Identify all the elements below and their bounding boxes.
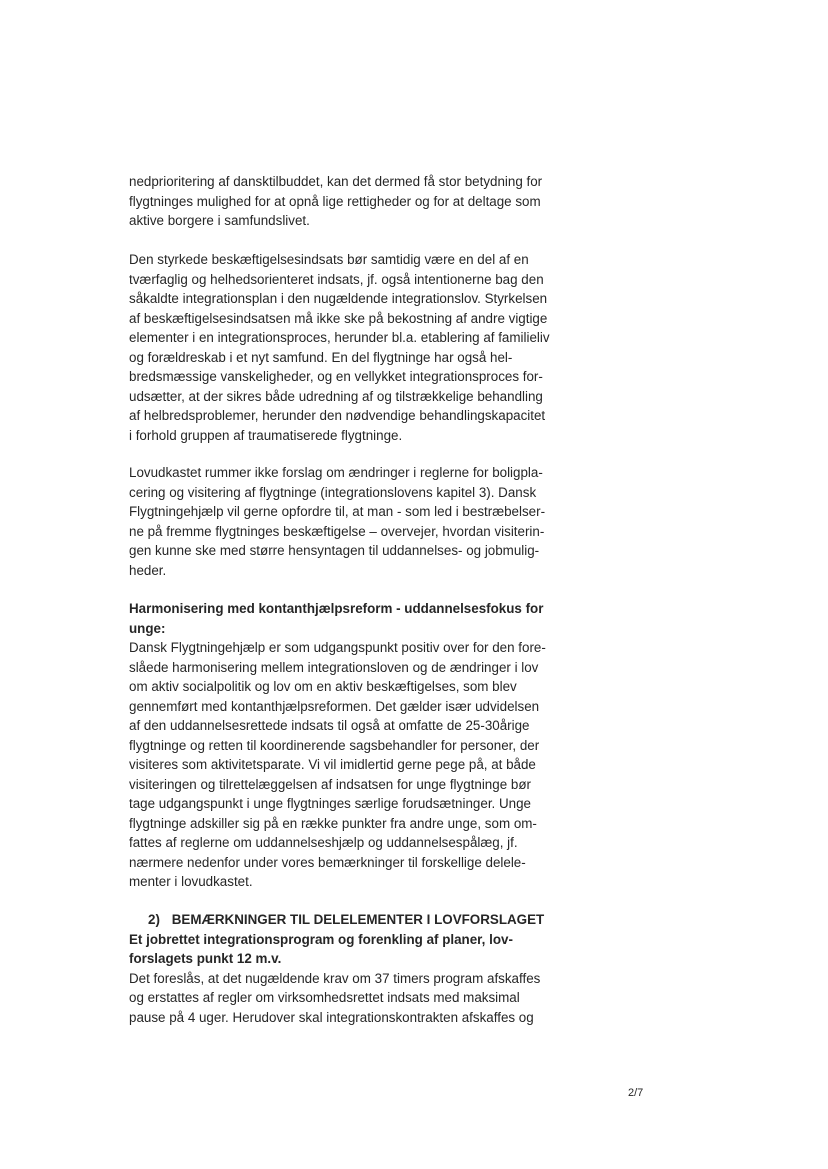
section-bemaerkninger bbox=[129, 910, 599, 1027]
text-line: cering og visitering af flygtninge (integrationslovens kapitel 3). Dansk bbox=[129, 484, 537, 500]
text-line: gennemført med kontanthjælpsreformen. Det gælder især udvidelsen bbox=[129, 698, 540, 714]
text-line: Det foreslås, at det nugældende krav om 37 timers program afskaffes bbox=[129, 970, 541, 986]
paragraph bbox=[129, 250, 599, 445]
text-line: nærmere nedenfor under vores bemærkninger til forskellige delele- bbox=[129, 854, 526, 870]
text-line: aktive borgere i samfundslivet. bbox=[129, 213, 310, 228]
text-line: og erstattes af regler om virksomhedsrettet indsats med maksimal bbox=[129, 990, 520, 1005]
section-heading: unge: bbox=[129, 620, 166, 636]
text-line: gen kunne ske med større hensyntagen til uddannelses- og jobmulig- bbox=[129, 543, 540, 558]
text-line: flygtninges mulighed for at opnå lige rettigheder og for at deltage som bbox=[129, 193, 541, 209]
text-line: Den styrkede beskæftigelsesindsats bør samtidig være en del af en bbox=[129, 252, 529, 267]
text-line: visiteres som aktivitetsparate. Vi vil imidlertid gerne pege på, at både bbox=[129, 757, 536, 772]
page-number: 2/7 bbox=[628, 1087, 644, 1099]
text-line: af beskæftigelsesindsatsen må ikke ske på bekostning af andre vigtige bbox=[129, 310, 548, 326]
paragraph bbox=[129, 463, 599, 580]
text-line: fattes af reglerne om uddannelseshjælp og uddannelsespålæg, jf. bbox=[129, 835, 518, 850]
text-line: af den uddannelsesrettede indsats til også at omfatte de 25-30årige bbox=[129, 718, 530, 733]
text-line: af helbredsproblemer, herunder den nødvendige behandlingskapacitet bbox=[129, 408, 546, 423]
text-line: heder. bbox=[129, 562, 167, 578]
section-title-text: BEMÆRKNINGER TIL DELELEMENTER I LOVFORSLAGET bbox=[171, 912, 545, 927]
text-line: såkaldte integrationsplan i den nugældende integrationslov. Styrkelsen bbox=[129, 291, 548, 306]
text-line: ne på fremme flygtninges beskæftigelse – overvejer, hvordan visiterin- bbox=[129, 523, 545, 539]
section-heading: Harmonisering med kontanthjælpsreform - uddannelsesfokus for bbox=[129, 601, 544, 616]
text-line: nedprioritering af dansktilbuddet, kan det dermed få stor betydning for bbox=[129, 174, 543, 189]
text-line: visiteringen og tilrettelæggelsen af indsatsen for unge flygtninge bør bbox=[129, 776, 531, 792]
subheading: forslagets punkt 12 m.v. bbox=[129, 951, 282, 966]
section-number: 2) bbox=[148, 912, 160, 927]
text-line: flygtninge og retten til koordinerende sagsbehandler for personer, der bbox=[129, 737, 540, 753]
text-line: slåede harmonisering mellem integrationsloven og de ændringer i lov bbox=[129, 659, 539, 675]
subheading: Et jobrettet integrationsprogram og forenkling af planer, lov- bbox=[129, 931, 513, 947]
text-line: tage udgangspunkt i unge flygtninges særlige forudsætninger. Unge bbox=[129, 796, 531, 811]
section-title bbox=[129, 910, 599, 930]
text-line: tværfaglig og helhedsorienteret indsats, jf. også intentionerne bag den bbox=[129, 271, 544, 287]
text-line: menter i lovudkastet. bbox=[129, 874, 253, 889]
section-harmonisering bbox=[129, 599, 599, 892]
text-line: udsætter, at der sikres både udredning af og tilstrækkelige behandling bbox=[129, 388, 543, 404]
text-line: bredsmæssige vanskeligheder, og en vellykket integrationsproces for- bbox=[129, 369, 543, 384]
text-line: Flygtningehjælp vil gerne opfordre til, at man - som led i bestræbelser- bbox=[129, 504, 546, 519]
text-line: pause på 4 uger. Herudover skal integrationskontrakten afskaffes og bbox=[129, 1009, 534, 1025]
text-line: Lovudkastet rummer ikke forslag om ændringer i reglerne for boligpla- bbox=[129, 465, 543, 480]
text-line: og forældreskab i et nyt samfund. En del flygtninge har også hel- bbox=[129, 349, 513, 365]
text-line: flygtninge adskiller sig på en række punkter fra andre unge, som om- bbox=[129, 815, 537, 831]
text-line: i forhold gruppen af traumatiserede flygtninge. bbox=[129, 427, 403, 443]
text-line: elementer i en integrationsproces, herunder bl.a. etablering af familieliv bbox=[129, 330, 550, 345]
text-line: om aktiv socialpolitik og lov om en aktiv beskæftigelses, som blev bbox=[129, 679, 517, 694]
paragraph bbox=[129, 172, 599, 231]
text-line: Dansk Flygtningehjælp er som udgangspunkt positiv over for den fore- bbox=[129, 640, 546, 655]
